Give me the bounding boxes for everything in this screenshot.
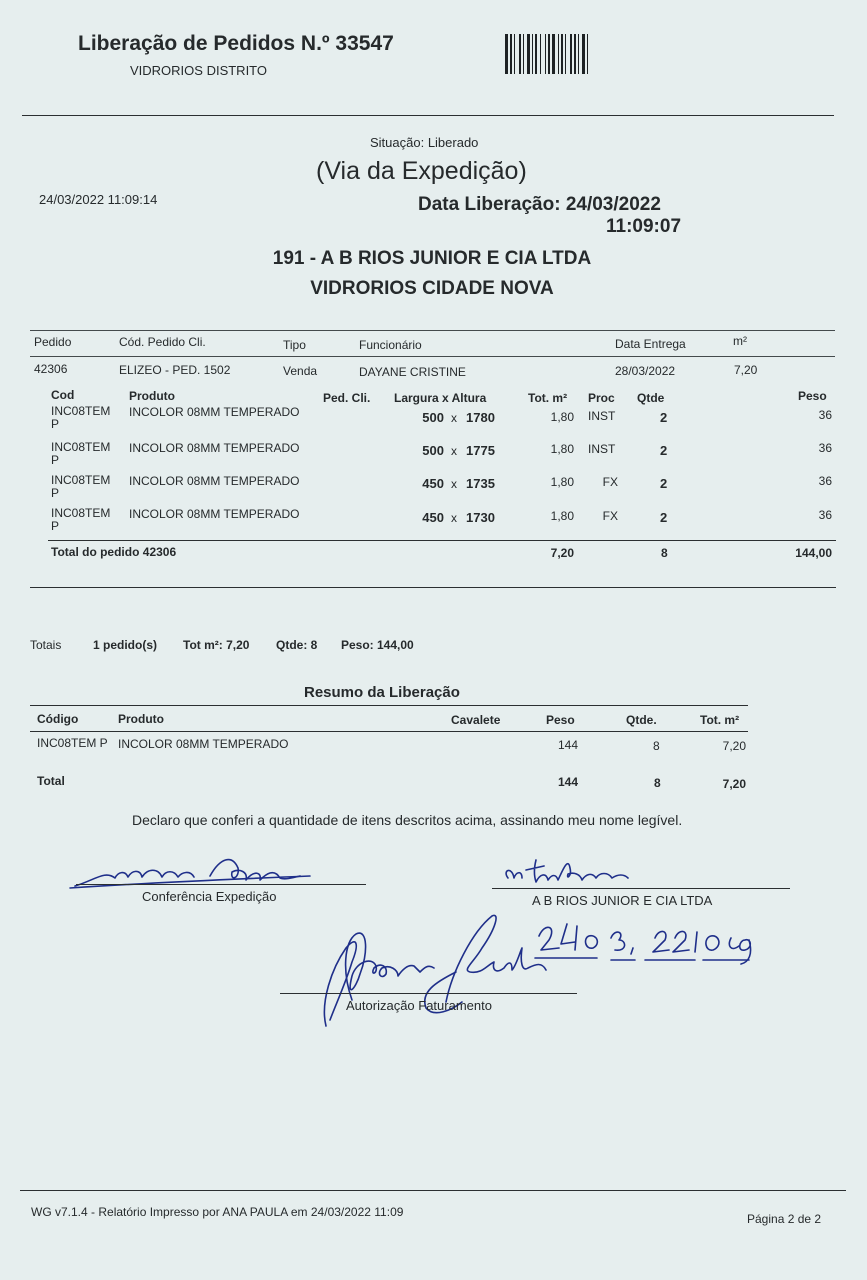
barcode-bar	[561, 34, 563, 74]
summary-codigo: INC08TEM P	[37, 736, 108, 750]
item-altura: 1775	[466, 443, 495, 458]
summary-total-peso: 144	[557, 775, 578, 789]
items-col-proc: Proc	[588, 391, 615, 405]
order-total-peso: 144,00	[795, 546, 832, 560]
client-name: 191 - A B RIOS JUNIOR E CIA LTDA	[272, 248, 592, 269]
item-produto: INCOLOR 08MM TEMPERADO	[129, 441, 300, 455]
totals-qtde: Qtde: 8	[276, 638, 318, 652]
barcode-bar	[548, 34, 550, 74]
client-label: A B RIOS JUNIOR E CIA LTDA	[532, 893, 713, 908]
item-qtde: 2	[660, 443, 668, 458]
barcode-bar	[558, 34, 559, 74]
barcode-bar	[582, 34, 585, 74]
item-x: x	[451, 511, 457, 525]
footer-divider	[20, 1190, 846, 1191]
item-x: x	[451, 411, 457, 425]
item-produto: INCOLOR 08MM TEMPERADO	[129, 405, 300, 419]
items-col-cod: Cod	[51, 388, 75, 402]
order-header-divider	[30, 356, 835, 357]
barcode-graphic	[505, 34, 645, 74]
client-branch: VIDRORIOS CIDADE NOVA	[310, 278, 554, 299]
order-funcionario-value: DAYANE CRISTINE	[359, 365, 466, 379]
item-peso: 36	[818, 508, 832, 522]
item-largura: 500	[422, 410, 444, 425]
barcode-bar	[552, 34, 555, 74]
barcode	[505, 34, 645, 74]
totals-tot-m2: Tot m²: 7,20	[183, 638, 250, 652]
page-number: Página 2 de 2	[747, 1212, 822, 1226]
summary-peso: 144	[557, 738, 578, 752]
order-total-m2: 7,20	[550, 546, 574, 560]
item-x: x	[451, 444, 457, 458]
item-cod: INC08TEM P	[51, 473, 111, 500]
totals-pedidos: 1 pedido(s)	[93, 638, 158, 652]
item-cod: INC08TEM P	[51, 506, 111, 533]
order-col-pedido: Pedido	[34, 335, 72, 349]
item-qtde: 2	[660, 476, 668, 491]
item-proc: INST	[588, 409, 616, 423]
release-date: Data Liberação: 24/03/2022	[418, 194, 661, 215]
items-col-qtde: Qtde	[637, 391, 665, 405]
order-tipo-value: Venda	[283, 364, 318, 378]
item-proc: INST	[588, 442, 616, 456]
item-tot-m2: 1,80	[550, 410, 574, 424]
item-largura: 500	[422, 443, 444, 458]
item-produto: INCOLOR 08MM TEMPERADO	[129, 474, 300, 488]
items-col-largura-altura: Largura x Altura	[394, 391, 487, 405]
barcode-bar	[523, 34, 524, 74]
summary-col-codigo: Código	[37, 712, 79, 726]
summary-total-tot-m2: 7,20	[722, 777, 746, 791]
client-signature-line	[492, 888, 790, 889]
order-col-funcionario: Funcionário	[359, 338, 422, 352]
item-qtde: 2	[660, 410, 668, 425]
barcode-bar	[540, 34, 541, 74]
barcode-bar	[505, 34, 508, 74]
barcode-bar	[535, 34, 537, 74]
summary-tot-m2: 7,20	[722, 739, 746, 753]
barcode-bar	[519, 34, 521, 74]
item-tot-m2: 1,80	[550, 475, 574, 489]
order-total-label: Total do pedido 42306	[51, 545, 177, 559]
barcode-bar	[570, 34, 572, 74]
items-col-peso: Peso	[798, 389, 827, 403]
header-divider	[22, 115, 834, 116]
summary-col-cavalete: Cavalete	[451, 713, 501, 727]
barcode-bar	[510, 34, 512, 74]
items-col-ped-cli: Ped. Cli.	[323, 391, 371, 405]
summary-top-divider	[30, 705, 748, 706]
via-title: (Via da Expedição)	[316, 157, 527, 185]
order-col-cod-cli: Cód. Pedido Cli.	[119, 335, 206, 349]
item-peso: 36	[818, 441, 832, 455]
item-altura: 1735	[466, 476, 495, 491]
order-data-entrega-value: 28/03/2022	[615, 364, 676, 378]
order-m2-value: 7,20	[734, 363, 758, 377]
order-top-divider	[30, 330, 835, 331]
item-largura: 450	[422, 510, 444, 525]
conferencia-signature-line	[76, 884, 366, 885]
client-date-handwritten	[535, 918, 785, 968]
printed-timestamp: 24/03/2022 11:09:14	[39, 192, 158, 207]
totals-label: Totais	[30, 638, 62, 652]
order-col-data-entrega: Data Entrega	[615, 337, 686, 351]
item-proc: FX	[602, 509, 618, 523]
document-title: Liberação de Pedidos N.º 33547	[78, 32, 394, 55]
section-divider	[30, 587, 836, 588]
item-qtde: 2	[660, 510, 668, 525]
order-col-tipo: Tipo	[283, 338, 306, 352]
totals-peso: Peso: 144,00	[341, 638, 414, 652]
item-peso: 36	[818, 474, 832, 488]
item-tot-m2: 1,80	[550, 442, 574, 456]
barcode-bar	[532, 34, 533, 74]
footer-print-info: WG v7.1.4 - Relatório Impresso por ANA PAULA em 24/03/2022 11:09	[31, 1205, 404, 1219]
release-time: 11:09:07	[606, 216, 682, 237]
item-produto: INCOLOR 08MM TEMPERADO	[129, 507, 300, 521]
order-total-qtde: 8	[661, 546, 668, 560]
item-tot-m2: 1,80	[550, 509, 574, 523]
order-pedido-value: 42306	[34, 362, 68, 376]
company-name: VIDRORIOS DISTRITO	[130, 63, 267, 78]
barcode-bar	[574, 34, 576, 74]
summary-header-divider	[30, 731, 748, 732]
client-signature	[500, 850, 640, 890]
conferencia-label: Conferência Expedição	[142, 889, 277, 904]
item-largura: 450	[422, 476, 444, 491]
summary-produto: INCOLOR 08MM TEMPERADO	[118, 737, 289, 751]
barcode-bar	[587, 34, 588, 74]
items-col-tot-m2: Tot. m²	[528, 391, 568, 405]
summary-total-qtde: 8	[654, 776, 661, 790]
barcode-bar	[565, 34, 566, 74]
summary-qtde: 8	[653, 739, 660, 753]
summary-title: Resumo da Liberação	[304, 684, 460, 701]
order-total-divider	[48, 540, 836, 541]
summary-col-produto: Produto	[118, 712, 164, 726]
autorizacao-label: Autorização Faturamento	[346, 998, 492, 1013]
item-x: x	[451, 477, 457, 491]
order-cod-cli-value: ELIZEO - PED. 1502	[119, 363, 231, 377]
order-col-m2: m²	[733, 334, 747, 348]
summary-col-qtde: Qtde.	[626, 713, 657, 727]
barcode-bar	[578, 34, 579, 74]
barcode-bar	[527, 34, 530, 74]
item-proc: FX	[602, 475, 618, 489]
summary-total-label: Total	[37, 774, 65, 788]
conferencia-signature	[70, 850, 320, 892]
item-cod: INC08TEM P	[51, 404, 111, 431]
status-text: Situação: Liberado	[370, 135, 479, 150]
item-altura: 1780	[466, 410, 495, 425]
autorizacao-signature-line	[280, 993, 577, 994]
item-peso: 36	[818, 408, 832, 422]
items-col-produto: Produto	[129, 389, 175, 403]
item-cod: INC08TEM P	[51, 440, 111, 467]
item-altura: 1730	[466, 510, 495, 525]
summary-col-tot-m2: Tot. m²	[700, 713, 740, 727]
barcode-bar	[514, 34, 515, 74]
summary-col-peso: Peso	[546, 713, 575, 727]
barcode-bar	[545, 34, 546, 74]
declaration-text: Declaro que conferi a quantidade de itens descritos acima, assinando meu nome legível.	[132, 812, 683, 828]
